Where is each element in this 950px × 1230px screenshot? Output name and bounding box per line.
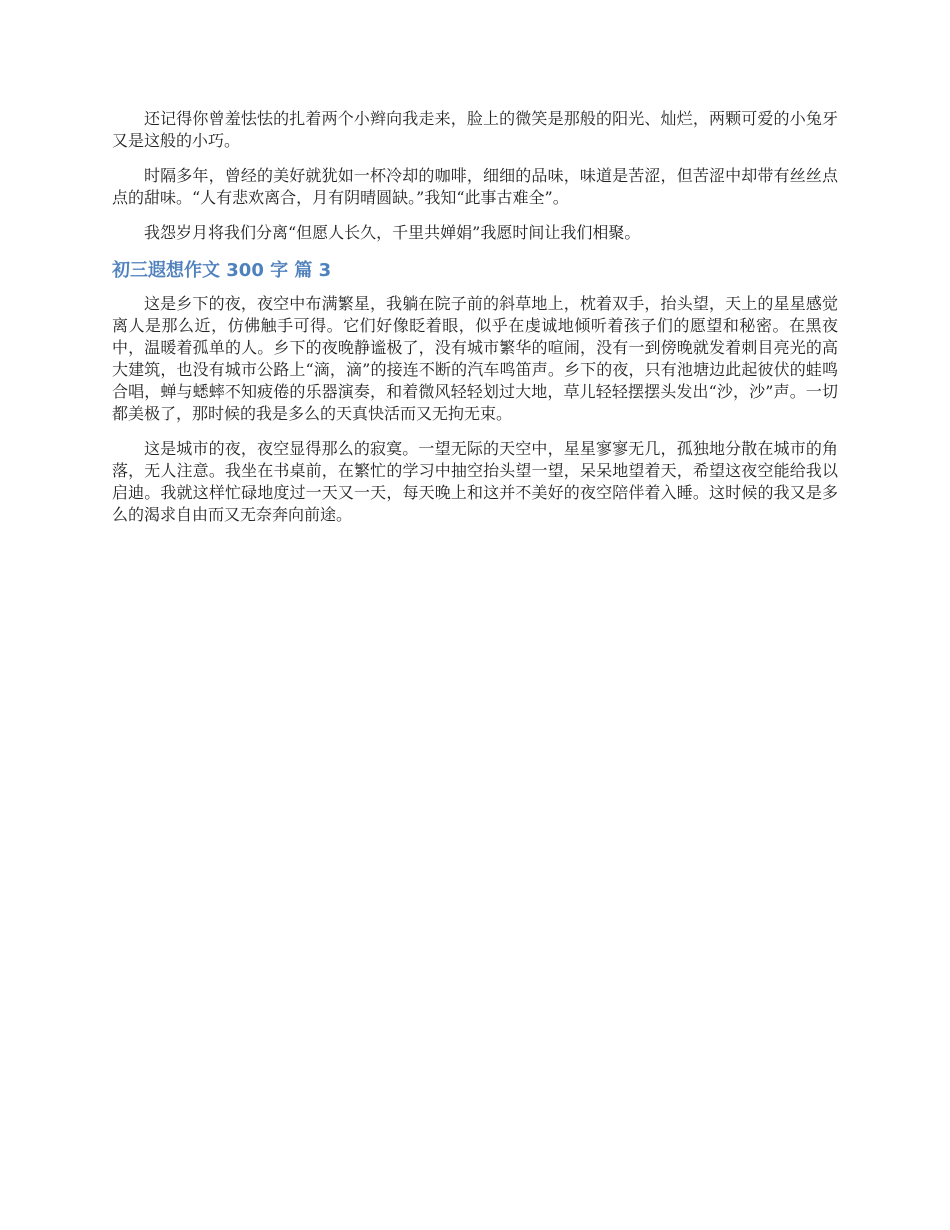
paragraph-memory: 还记得你曾羞怯怯的扎着两个小辫向我走来，脸上的微笑是那般的阳光、灿烂，两颗可爱的小兔牙又是这般的小巧。 [112, 109, 838, 150]
paragraph-coffee: 时隔多年，曾经的美好就犹如一杯冷却的咖啡，细细的品味，味道是苦涩，但苦涩中却带有丝丝点点的甜味。“人有悲欢离合，月有阴晴圆缺。”我知“此事古难全”。 [112, 166, 838, 207]
paragraph-city-night: 这是城市的夜，夜空显得那么的寂寞。一望无际的天空中，星星寥寥无几，孤独地分散在城市的角落，无人注意。我坐在书桌前，在繁忙的学习中抽空抬头望一望，呆呆地望着天，希望这夜空能给我以启迪。我就这样忙碌地度过一天又一天，每天晚上和这并不美好的夜空陪伴着入睡。这时候的我又是多么的渴求自由而又无奈奔向前途。 [112, 439, 838, 524]
section-heading: 初三遐想作文 300 字 篇 3 [112, 260, 332, 281]
paragraph-reunion: 我怨岁月将我们分离“但愿人长久，千里共婵娟”我愿时间让我们相聚。 [144, 223, 641, 242]
document-page [112, 108, 838, 539]
paragraph-countryside-night: 这是乡下的夜，夜空中布满繁星，我躺在院子前的斜草地上，枕着双手，抬头望，天上的星星感觉离人是那么近，仿佛触手可得。它们好像眨着眼，似乎在虔诚地倾听着孩子们的愿望和秘密。在黑夜中，温暖着孤单的人。乡下的夜晚静谧极了，没有城市繁华的喧闹，没有一到傍晚就发着刺目亮光的高大建筑，也没有城市公路上“滴，滴”的接连不断的汽车鸣笛声。乡下的夜，只有池塘边此起彼伏的蛙鸣合唱，蝉与蟋蟀不知疲倦的乐器演奏，和着微风轻轻划过大地，草儿轻轻摆摆头发出“沙，沙”声。一切都美极了，那时候的我是多么的天真快活而又无拘无束。 [112, 294, 838, 423]
